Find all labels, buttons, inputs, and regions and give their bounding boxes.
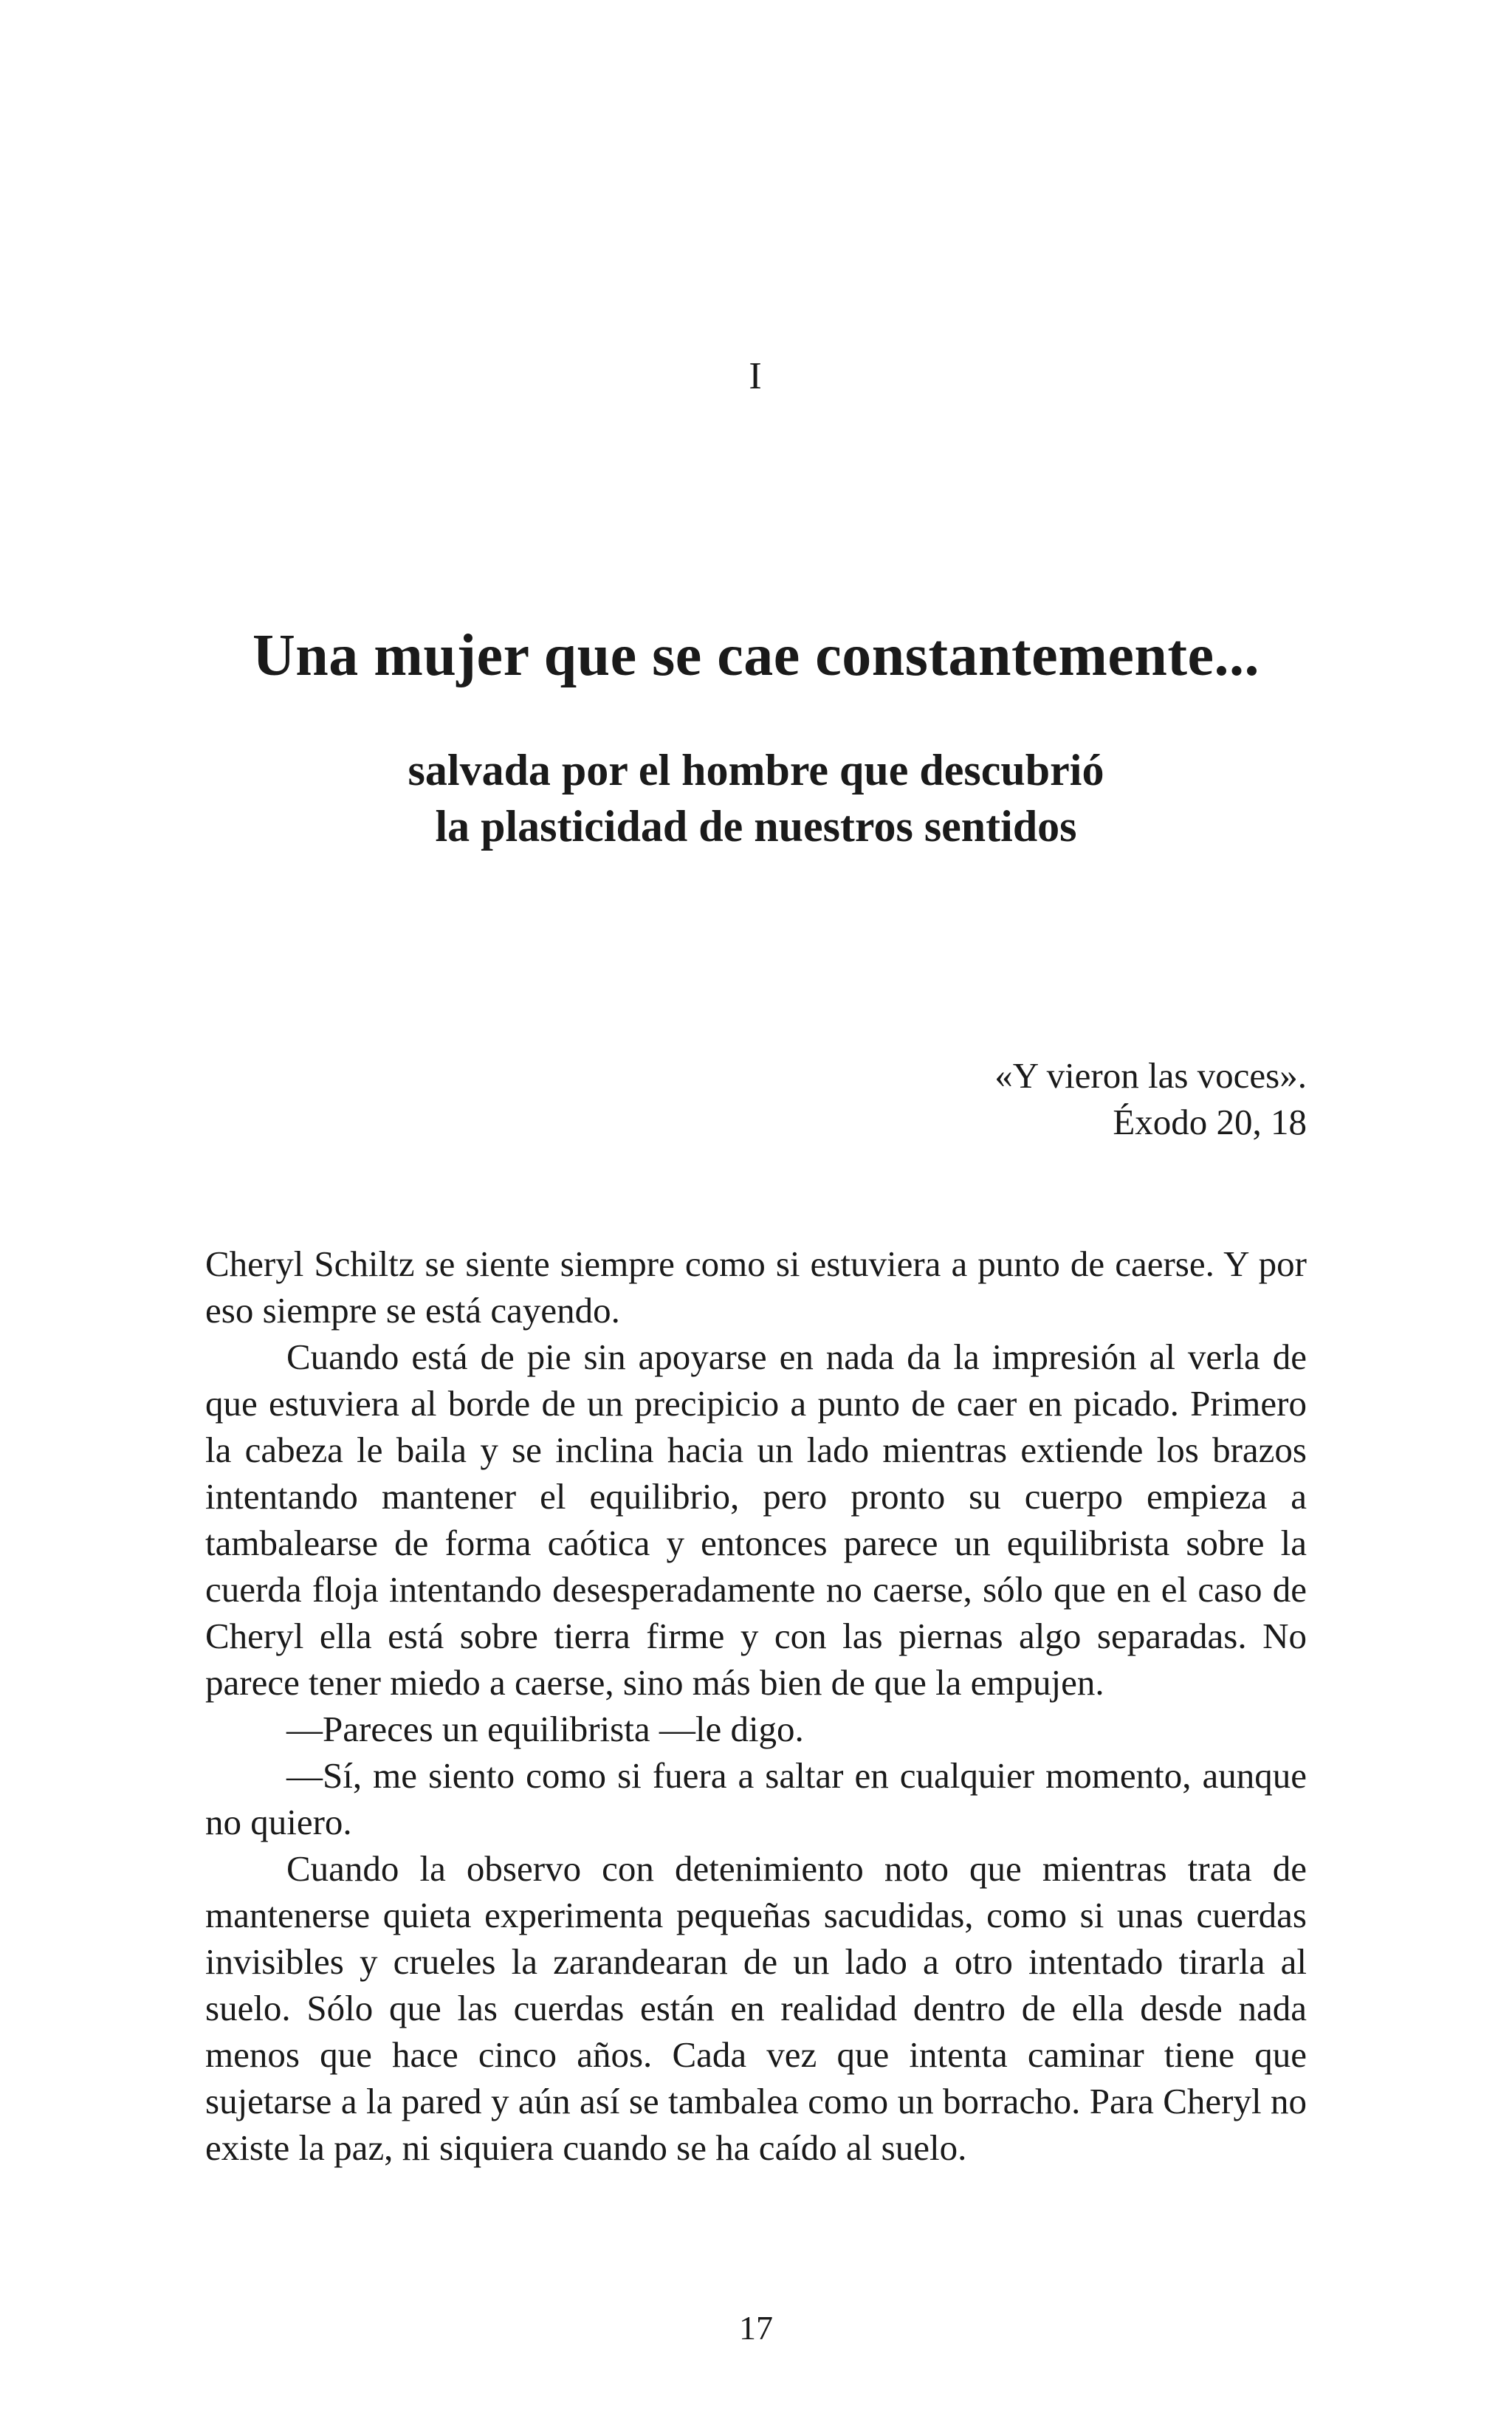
chapter-title: Una mujer que se cae constantemente... (252, 623, 1260, 688)
chapter-subtitle (0, 742, 1512, 854)
epigraph-quote: «Y vieron las voces». (994, 1055, 1307, 1096)
epigraph-source: Éxodo 20, 18 (1113, 1102, 1307, 1142)
chapter-subtitle-line-1: salvada por el hombre que descubrió (408, 746, 1104, 795)
chapter-subtitle-line-2: la plasticidad de nuestros sentidos (435, 802, 1077, 851)
epigraph (790, 1052, 1307, 1145)
paragraph-2: Cuando está de pie sin apoyarse en nada da la impresión al verla de que estuviera al borde de un precipicio a punto de caer en picado. Primero la cabeza le baila y se inclina hacia un lado mientras extiende los brazos intentando mantener el equilibrio, pero pronto su cuerpo empieza a tambalearse de forma caótica y entonces parece un equilibrista sobre la cuerda floja intentando desesperadamente no caerse, sólo que en el caso de Cheryl ella está sobre tierra firme y con las piernas algo separadas. No parece tener miedo a caerse, sino más bien de que la empujen. (205, 1337, 1307, 1703)
chapter-number: I (749, 355, 763, 397)
paragraph-5: Cuando la observo con detenimiento noto que mientras trata de mantenerse quieta experimenta pequeñas sacudidas, como si unas cuerdas invisibles y crueles la zarandearan de un lado a otro intentado tirarla al suelo. Sólo que las cuerdas están en realidad dentro de ella desde nada menos que hace cinco años. Cada vez que intenta caminar tiene que sujetarse a la pared y aún así se tambalea como un borracho. Para Cheryl no existe la paz, ni siquiera cuando se ha caído al suelo. (205, 1848, 1307, 2168)
paragraph-1: Cheryl Schiltz se siente siempre como si estuviera a punto de caerse. Y por eso siempre se está cayendo. (205, 1243, 1307, 1331)
page-number: 17 (739, 2309, 773, 2347)
paragraph-3-dialogue: —Pareces un equilibrista —le digo. (286, 1709, 804, 1749)
paragraph-4-dialogue: —Sí, me siento como si fuera a saltar en cualquier momento, aunque no quiero. (205, 1755, 1307, 1842)
body-text (205, 1241, 1307, 2171)
